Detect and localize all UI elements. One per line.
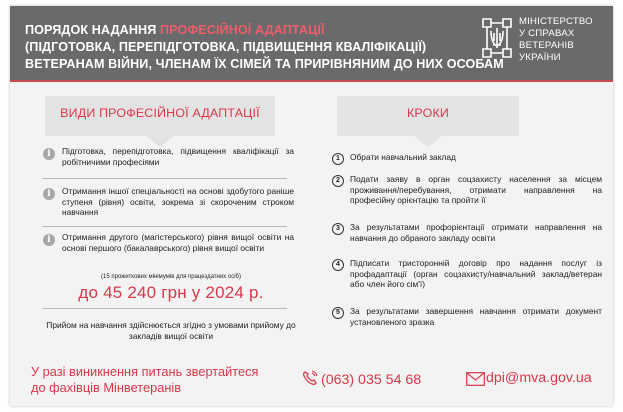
step-number: 5 <box>332 307 344 319</box>
types-heading: ВИДИ ПРОФЕСІЙНОЇ АДАПТАЦІЇ <box>45 96 275 136</box>
contact-prompt-line: до фахівців Мінветеранів <box>31 380 182 395</box>
admission-note: Прийом на навчання здійснюється згідно з умовами прийому до закладів вищої освіти <box>46 320 296 341</box>
step-number: 4 <box>332 259 344 271</box>
page-title <box>25 22 504 73</box>
title-line-3: ВЕТЕРАНАМ ВІЙНИ, ЧЛЕНАМ ЇХ СІМЕЙ ТА ПРИРІВНЯНИМ ДО НИХ ОСОБАМ <box>25 57 504 71</box>
amount-highlight: до 45 240 грн у 2024 р. <box>78 283 264 302</box>
steps-heading: КРОКИ <box>337 96 519 136</box>
step-number: 2 <box>332 175 344 187</box>
step-text: Підписати тристоронній договір про надання послуг із профадаптації (орган соцзахисту/навчальний заклад/ветеран або член його сім'ї) <box>350 258 602 289</box>
step-text: Обрати навчальний заклад <box>350 152 456 162</box>
contact-prompt-line: У разі виникнення питань звертайтеся <box>31 364 259 379</box>
divider <box>42 226 287 227</box>
contact-prompt <box>31 364 301 396</box>
step-text: За результатами профорієнтації отримати направлення на навчання до обраного закладу освіти <box>350 222 602 243</box>
ministry-line: ВЕТЕРАНІВ <box>519 40 575 51</box>
step-text: За результатами завершення навчання отримати документ установленого зразка <box>350 306 602 327</box>
subsistence-note: (15 прожиткових мінімумів для працездатних осіб) <box>100 274 241 280</box>
step-number: 3 <box>332 223 344 235</box>
ministry-name <box>519 16 593 64</box>
divider <box>42 178 287 179</box>
step-text: Подати заяву в орган соцзахисту населення за місцем проживання/перебування, отримати направлення на професійну орієнтацію та пройти її <box>350 174 602 205</box>
header-banner <box>10 6 613 82</box>
info-icon: i <box>43 234 55 246</box>
type-item-text: Отримання другого (магістерського) рівня вищої освіти на основі першого (бакалаврського) рівня вищої освіти <box>62 232 294 253</box>
mail-icon <box>466 372 485 386</box>
phone-icon <box>302 370 318 386</box>
title-line-2: (ПІДГОТОВКА, ПЕРЕПІДГОТОВКА, ПІДВИЩЕННЯ КВАЛІФІКАЦІЇ) <box>25 40 427 54</box>
type-item-text: Отримання іншої спеціальності на основі здобутого раніше ступеня (рівня) освіти, зокрема зі скороченим строком навчання <box>62 186 294 217</box>
title-prefix: ПОРЯДОК НАДАННЯ <box>25 23 161 37</box>
info-icon: i <box>43 148 55 160</box>
email-link[interactable]: dpi@mva.gov.ua <box>486 370 592 386</box>
ministry-line: МІНІСТЕРСТВО <box>519 16 593 27</box>
type-item-text: Підготовка, перепідготовка, підвищення кваліфікації за робітничими професіями <box>62 146 294 167</box>
divider <box>42 308 287 309</box>
info-icon: i <box>43 188 55 200</box>
infographic-panel <box>10 6 613 406</box>
phone-number[interactable]: (063) 035 54 68 <box>321 372 422 388</box>
title-accent: ПРОФЕСІЙНОЇ АДАПТАЦІЇ <box>160 23 325 37</box>
title-line-1 <box>25 22 473 39</box>
ministry-line: УКРАЇНИ <box>519 52 561 63</box>
step-number: 1 <box>332 153 344 165</box>
ministry-emblem-icon <box>477 15 517 61</box>
ministry-line: У СПРАВАХ <box>519 28 575 39</box>
